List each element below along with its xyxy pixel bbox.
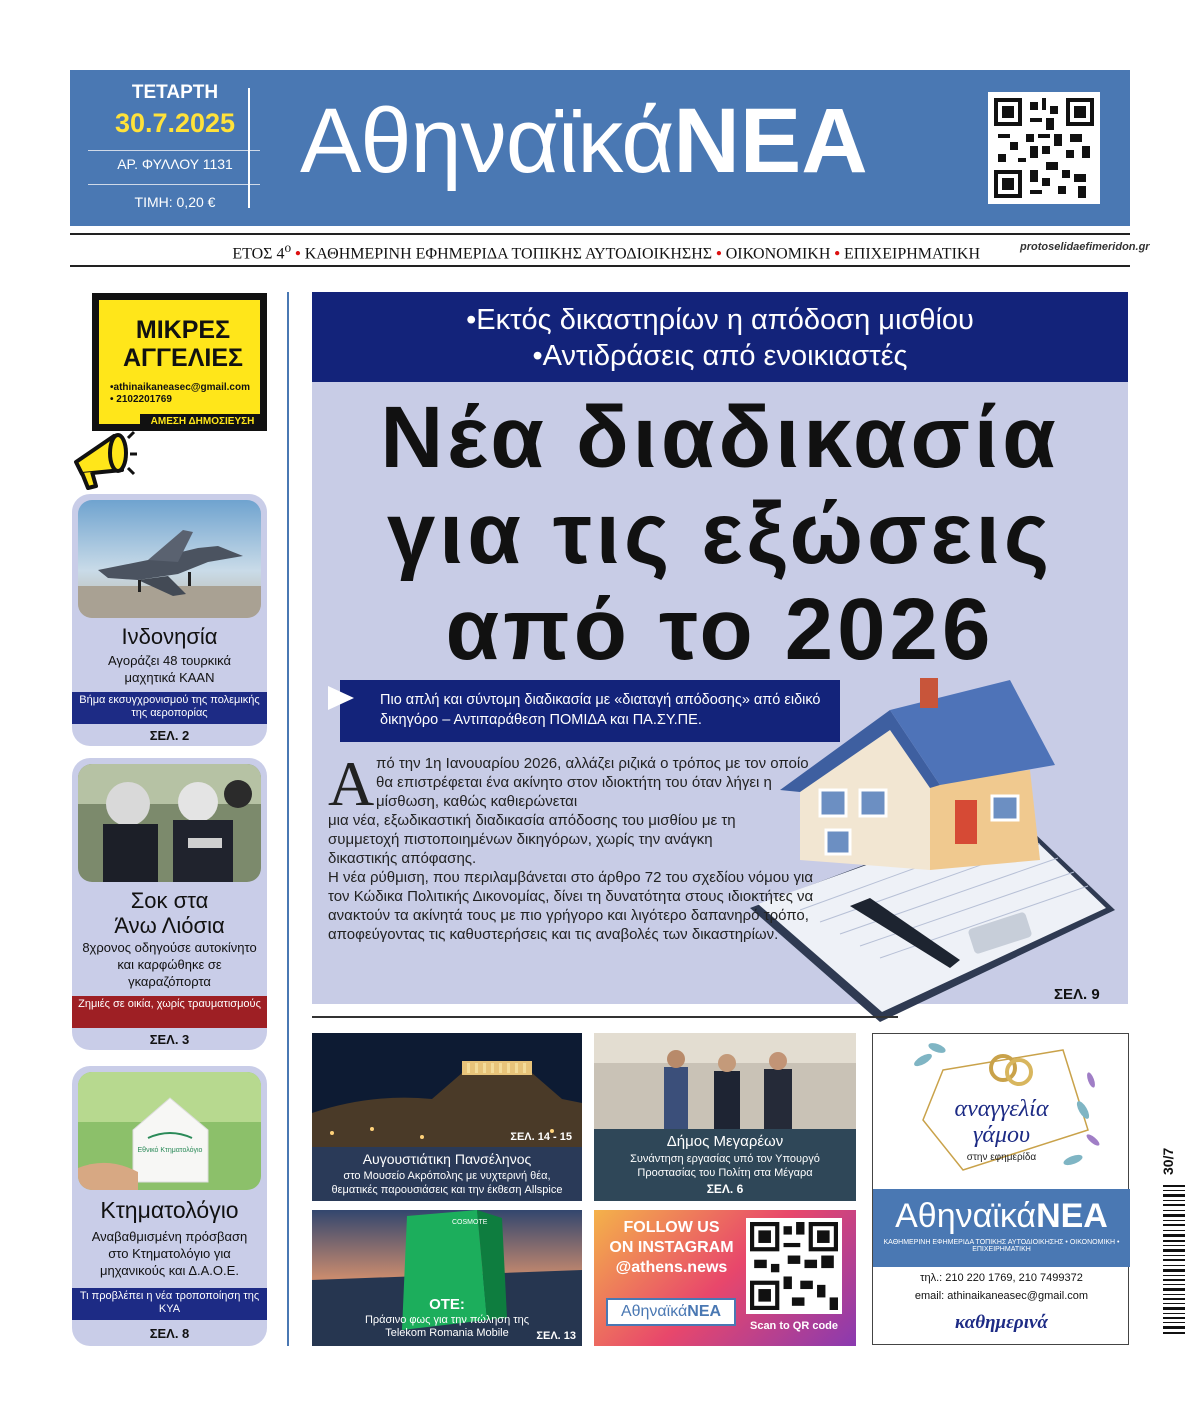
page-ref: ΣΕΛ. 6: [706, 1182, 744, 1196]
tile-text: Πράσινο φως για την πώληση της Telekom Romania Mobile: [364, 1314, 530, 1339]
wedding-title-line: αναγγελία: [954, 1096, 1049, 1122]
page-ref: ΣΕΛ. 3: [149, 1032, 190, 1047]
card-strip: Βήμα εκσυγχρονισμού της πολεμικής της αεροπορίας: [72, 692, 267, 724]
card-title-line: Σοκ στα: [130, 888, 209, 913]
masthead: [70, 70, 1130, 226]
kicker-line: •Αντιδράσεις από ενοικιαστές: [532, 340, 908, 372]
logo-bold-text: ΝΕΑ: [673, 90, 868, 192]
instagram-text: [604, 1218, 739, 1278]
newspaper-logo: [873, 1195, 1130, 1237]
logo-light-text: Αθηναϊκά: [300, 90, 674, 192]
tagline-bar: [70, 233, 1130, 267]
qr-code-icon[interactable]: [988, 92, 1100, 204]
tile-megara[interactable]: [594, 1033, 856, 1201]
megaphone-icon: [68, 410, 138, 490]
fighter-jet-image: [78, 500, 261, 618]
mini-logo: [606, 1298, 736, 1326]
main-headline[interactable]: [312, 390, 1128, 678]
tile-instagram[interactable]: [594, 1210, 856, 1346]
card-title: Κτηματολόγιο: [100, 1197, 239, 1223]
sidebar-card-indonesia[interactable]: [72, 494, 267, 746]
column-divider: [287, 292, 289, 1346]
tile-title: Δήμος Μεγαρέων: [666, 1133, 784, 1150]
page-ref[interactable]: ΣΕΛ. 9: [1054, 986, 1100, 1003]
newspaper-logo: [300, 86, 868, 196]
kicker-line: •Εκτός δικαστηρίων η απόδοση μισθίου: [466, 304, 974, 336]
house-sign-image: [78, 1072, 261, 1190]
bullet-icon: •: [295, 245, 301, 263]
arrow-icon: [328, 686, 354, 710]
classifieds-title-line: ΜΙΚΡΕΣ: [135, 316, 231, 344]
logo-light-text: Αθηναϊκά: [895, 1197, 1037, 1235]
tagline-item: ΟΙΚΟΝΟΜΙΚΗ: [725, 245, 831, 263]
wedding-title-line: γάμου: [972, 1122, 1031, 1148]
main-subheadline: Πιο απλή και σύντομη διαδικασία με «διαταγή απόδοσης» από ειδικό δικηγόρο – Αντιπαράθεση ΠΟΜΙΔΑ και ΠΑ.ΣΥ.ΠΕ.: [340, 680, 840, 742]
card-strip: Τι προβλέπει η νέα τροποποίηση της ΚΥΑ: [72, 1288, 267, 1320]
qr-code-icon[interactable]: [746, 1218, 842, 1314]
body-paragraph: μια νέα, εξωδικαστική διαδικασία απόδοσης του μισθίου με τη συμμετοχή πιστοποιημένων δικηγόρων, χωρίς την ανάγκη δικαστικής απόφασης.: [328, 812, 736, 867]
bullet-icon: •: [716, 245, 722, 263]
acropolis-night-image: [312, 1033, 582, 1147]
issue-number: ΑΡ. ΦΥΛΛΟΥ 1131: [117, 156, 233, 172]
issue-date: 30.7.2025: [114, 108, 236, 138]
wedding-announcement-ad[interactable]: [872, 1033, 1129, 1345]
instagram-handle: @athens.news: [615, 1259, 728, 1276]
officials-photo: [594, 1033, 856, 1129]
card-title: [72, 888, 267, 938]
source-site[interactable]: protoselidaefimeridon.gr: [1020, 241, 1150, 253]
tile-ote[interactable]: [312, 1210, 582, 1346]
tagline-item: ΕΠΙΧΕΙΡΗΜΑΤΙΚΗ: [844, 245, 980, 263]
body-paragraph: πό την 1η Ιανουαρίου 2026, αλλάζει ριζικά ο τρόπος με τον οποίο θα επιστρέφεται ένα ακίνητο στον ιδιοκτήτη του όταν λήγει η μίσθωση, καθώς καθιερώνεται: [376, 755, 809, 810]
divider: [88, 150, 260, 151]
page-ref: ΣΕΛ. 13: [536, 1330, 576, 1342]
scan-label: Scan to QR code: [749, 1320, 839, 1332]
main-kicker: [312, 292, 1128, 382]
issue-day: ΤΕΤΑΡΤΗ: [131, 82, 219, 103]
sidebar-card-ktimatologio[interactable]: [72, 1066, 267, 1346]
sign-text: Εθνικό Κτηματολόγιο: [137, 1147, 203, 1154]
headline-line: από το 2026: [445, 581, 995, 678]
wedding-phone: τηλ.: 210 220 1769, 210 7499372: [920, 1272, 1083, 1284]
tile-title: ΟΤΕ:: [429, 1296, 465, 1313]
main-body: [328, 748, 818, 944]
wedding-email[interactable]: email: athinaikaneasec@gmail.com: [914, 1290, 1089, 1302]
classifieds-phone: • 2102201769: [110, 394, 172, 405]
divider: [248, 88, 250, 208]
classifieds-title-line: ΑΓΓΕΛΙΕΣ: [122, 344, 244, 372]
tile-full-moon[interactable]: [312, 1033, 582, 1201]
wedding-daily: καθημερινά: [955, 1312, 1048, 1333]
body-paragraph: Η νέα ρύθμιση, που περιλαμβάνεται στο άρθρο 72 του σχεδίου νόμου για τον Κώδικα Πολιτικής Δικονομίας, δίνει τη δυνατότητα στους ιδιοκτήτες να ανακτούν τα ακίνητά τους με πιο γρήγορο και λιγότερο δαπανηρό τρόπο, αποφεύγοντας τις καθυστερήσεις και τις αναβολές των δικαστηρίων.: [328, 869, 814, 943]
card-text: 8χρονος οδηγούσε αυτοκίνητο και καρφώθηκε σε γκαραζόπορτα: [82, 940, 257, 989]
classifieds-email: •athinaikaneasec@gmail.com: [110, 382, 250, 393]
wedding-title: [873, 1096, 1130, 1148]
tagline-year-sup: ο: [284, 240, 292, 255]
tile-text: Συνάντηση εργασίας υπό τον Υπουργό Προστασίας του Πολίτη στα Μέγαρα: [630, 1153, 820, 1179]
classifieds-title: [98, 316, 258, 372]
logo-bold-text: ΝΕΑ: [1036, 1197, 1108, 1235]
headline-line: για τις εξώσεις: [386, 485, 1054, 582]
barcode-icon: [1163, 1185, 1185, 1335]
logo-bold-text: ΝΕΑ: [687, 1303, 722, 1320]
drop-cap: Α: [328, 748, 375, 819]
tagline-year: ΕΤΟΣ 4: [232, 245, 285, 263]
divider: [312, 1016, 898, 1018]
logo-tagline: ΚΑΘΗΜΕΡΙΝΗ ΕΦΗΜΕΡΙΔΑ ΤΟΠΙΚΗΣ ΑΥΤΟΔΙΟΙΚΗΣΗΣ • ΟΙΚΟΝΟΜΙΚΗ • ΕΠΙΧΕΙΡΗΜΑΤΙΚΗ: [883, 1239, 1120, 1253]
divider: [88, 184, 260, 185]
instagram-line: FOLLOW US: [623, 1219, 720, 1236]
tagline: [232, 240, 980, 263]
wedding-subtitle: στην εφημερίδα: [966, 1152, 1037, 1163]
edge-date: 30/7: [1160, 1147, 1176, 1175]
tile-text: στο Μουσείο Ακρόπολης με νυχτερινή θέα, θεματικές παρουσιάσεις και την έκθεση Allspice: [331, 1170, 563, 1196]
instagram-line: ON INSTAGRAM: [609, 1239, 734, 1256]
building-sign: COSMOTE: [452, 1219, 488, 1226]
issue-price: ΤΙΜΗ: 0,20 €: [134, 194, 216, 210]
page-ref: ΣΕΛ. 14 - 15: [510, 1131, 572, 1143]
tagline-item: ΚΑΘΗΜΕΡΙΝΗ ΕΦΗΜΕΡΙΔΑ ΤΟΠΙΚΗΣ ΑΥΤΟΔΙΟΙΚΗΣΗΣ: [304, 245, 713, 263]
page-ref: ΣΕΛ. 8: [149, 1326, 190, 1341]
sidebar-card-ano-liosia[interactable]: [72, 758, 267, 1050]
bullet-icon: •: [834, 245, 840, 263]
card-text: Αγοράζει 48 τουρκικά μαχητικά ΚΑΑΝ: [107, 653, 232, 685]
card-text: Αναβαθμισμένη πρόσβαση στο Κτηματολόγιο για μηχανικούς και Δ.Α.Ο.Ε.: [91, 1229, 248, 1278]
card-strip: Ζημιές σε οικία, χωρίς τραυματισμούς: [72, 996, 267, 1028]
page-ref: ΣΕΛ. 2: [149, 728, 190, 743]
wedding-logo-band: [873, 1189, 1130, 1267]
logo-light-text: Αθηναϊκά: [620, 1303, 688, 1320]
card-title: Ινδονησία: [121, 624, 218, 649]
card-title-line: Άνω Λιόσια: [114, 913, 225, 938]
tile-title: Αυγουστιάτικη Πανσέληνος: [362, 1151, 532, 1167]
classifieds-strip: ΑΜΕΣΗ ΔΗΜΟΣΙΕΥΣΗ: [140, 414, 265, 430]
headline-line: Νέα διαδικασία: [380, 389, 1060, 486]
police-motorbike-image: [78, 764, 261, 882]
